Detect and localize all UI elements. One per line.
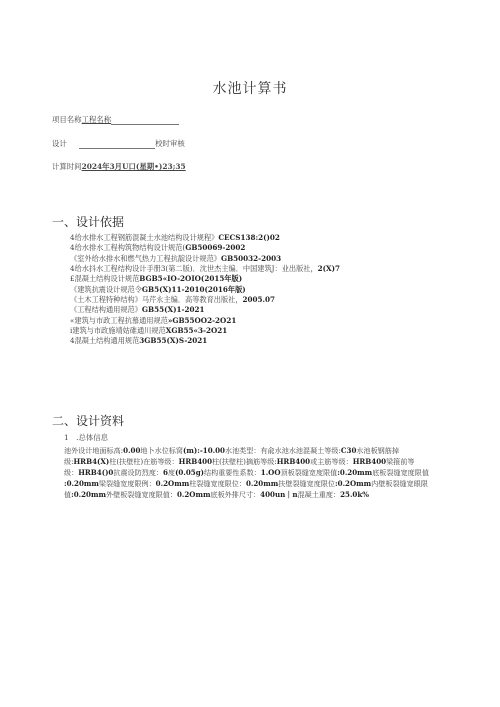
calc-time-row <box>52 161 186 172</box>
basis-item: 《工程结构通用规范》GB55(X)1-2021 <box>70 305 205 315</box>
general-info-line <box>64 467 460 478</box>
general-info-text: 柱裂缝宽度限位： <box>189 479 246 489</box>
calc-time-label: 计算时间 <box>52 162 82 171</box>
project-name-value: 工程名称 <box>81 115 112 124</box>
design-blank <box>79 148 155 149</box>
basis-item: «建筑与市政工程抗慕通用规范»GB55OO2-2O21 <box>70 315 237 325</box>
signature-row <box>52 138 185 149</box>
project-name-label: 项目名称 <box>52 115 82 124</box>
general-info-text: 级： <box>64 468 79 478</box>
general-info-paragraph <box>64 445 460 500</box>
general-info-text: 外壁板裂缝宽度限值： <box>106 490 177 500</box>
general-info-text: 水池板钢筋掉 <box>356 446 399 455</box>
general-info-text: HRB400 <box>178 457 213 467</box>
general-info-text: HRB400 <box>276 457 311 467</box>
general-info-text: 扶壁裂缝宽度限位 <box>278 479 336 489</box>
project-name-blank <box>111 124 179 125</box>
basis-item: 4混凝土结构通用规范3GB55(X)S-2021 <box>70 336 208 346</box>
general-info-text: 级: <box>64 457 74 467</box>
document-title: 水池计算书 <box>212 81 288 97</box>
general-info-line <box>64 478 460 489</box>
general-info-text: 底板裂缝宽度限值 <box>372 468 429 478</box>
general-info-text: :0.2Omm <box>335 479 372 489</box>
review-label: 校时审核 <box>155 139 185 148</box>
general-info-text: :0.20mm <box>337 468 373 478</box>
design-basis-list <box>70 233 340 347</box>
general-info-text: 顶板裂缝宽度限值 <box>280 468 338 478</box>
general-info-line <box>64 445 460 456</box>
basis-item: £混凝土结构设计规范BGB5«IO-2OIO(2015年版) <box>70 274 243 284</box>
general-info-text: (0.05g) <box>175 468 205 478</box>
basis-item: 《土木工程特种结构》马芹永主编．高等教育出版社，2005.07 <box>70 295 276 305</box>
general-info-text: 400un｜n <box>260 490 298 500</box>
general-info-line <box>64 456 460 467</box>
basis-item: 4给水抖水工程结构设计手册3(第二版)．沈世杰主编．中国建筑J：业出版社，2(X)7 <box>70 264 341 274</box>
general-info-text: 地卜水位标窝 <box>140 446 183 455</box>
basis-item: 《建筑抗震设计规范令GB5(X)11-2010(2016年版) <box>70 284 246 294</box>
general-info-text: 梁箍前等 <box>386 457 415 467</box>
general-info-text: 0.2Omm <box>176 490 211 500</box>
general-info-text: 混凝土重度： <box>297 490 341 500</box>
general-info-text: 池外设计地面标高: <box>64 446 124 455</box>
general-info-text: 值 <box>64 490 72 500</box>
general-info-text: 或主筋等级： <box>310 457 353 467</box>
general-info-text: C30 <box>340 446 357 455</box>
design-label: 设计 <box>52 139 67 148</box>
general-info-text: 度 <box>167 468 176 478</box>
general-info-text: 内壁板裂缝宽眼限 <box>371 479 428 489</box>
general-info-text: :0.20mm <box>64 479 99 489</box>
general-info-text: :0.20mm <box>71 490 107 500</box>
basis-item: i建筑与市政施靖姑碓通川规范XGB55«3-2O21 <box>70 326 228 336</box>
general-info-text: 25.0k% <box>340 490 370 500</box>
calc-time-value: 2024年3月U口(星期•)23;35 <box>81 162 186 171</box>
general-info-text: HRB400 <box>352 457 387 467</box>
general-info-text: 1.OO <box>260 468 281 478</box>
general-info-text: 水池类型：有兪水池水池混凝土等级: <box>224 446 341 455</box>
general-info-text: 0.2Omm <box>155 479 190 489</box>
section-heading-data: 二、设计资料 <box>52 414 125 428</box>
general-info-text: HRB4(X) <box>73 457 110 467</box>
general-info-text: 结构重要性系数： <box>204 468 261 478</box>
general-info-text: (m):-10.00 <box>182 446 225 455</box>
general-info-text: 柱(扶壁柱)在筋等级： <box>109 457 179 467</box>
general-info-text: 底板外排尺寸： <box>210 490 261 500</box>
general-info-text: 抗震设防烈度： <box>113 468 164 478</box>
general-info-line <box>64 489 460 500</box>
basis-item: 4给水排水工程构筑物结构设计规范(GB50069-2002 <box>70 243 246 253</box>
basis-item: 《室外给水排水和燃气热力工程抗靛设计规范》GB50032-2003 <box>70 253 282 263</box>
general-info-text: 6 <box>163 468 168 478</box>
general-info-text: 0.20mm <box>245 479 279 489</box>
general-info-text: HRB4()0 <box>78 468 114 478</box>
project-name-row <box>52 114 179 125</box>
general-info-text: 梁裂缝宽度限例： <box>98 479 156 489</box>
subsection-heading-general: 1 .总体信息 <box>64 433 109 442</box>
basis-item: 4给水排水工程钢筋混凝土水池结构设计规程》CECS138:2()02 <box>70 233 280 242</box>
section-heading-basis: 一、设计依据 <box>52 215 125 229</box>
general-info-text: 0.00 <box>123 446 141 455</box>
general-info-text: 柱(扶壁柱)摘筋等级: <box>212 457 277 467</box>
